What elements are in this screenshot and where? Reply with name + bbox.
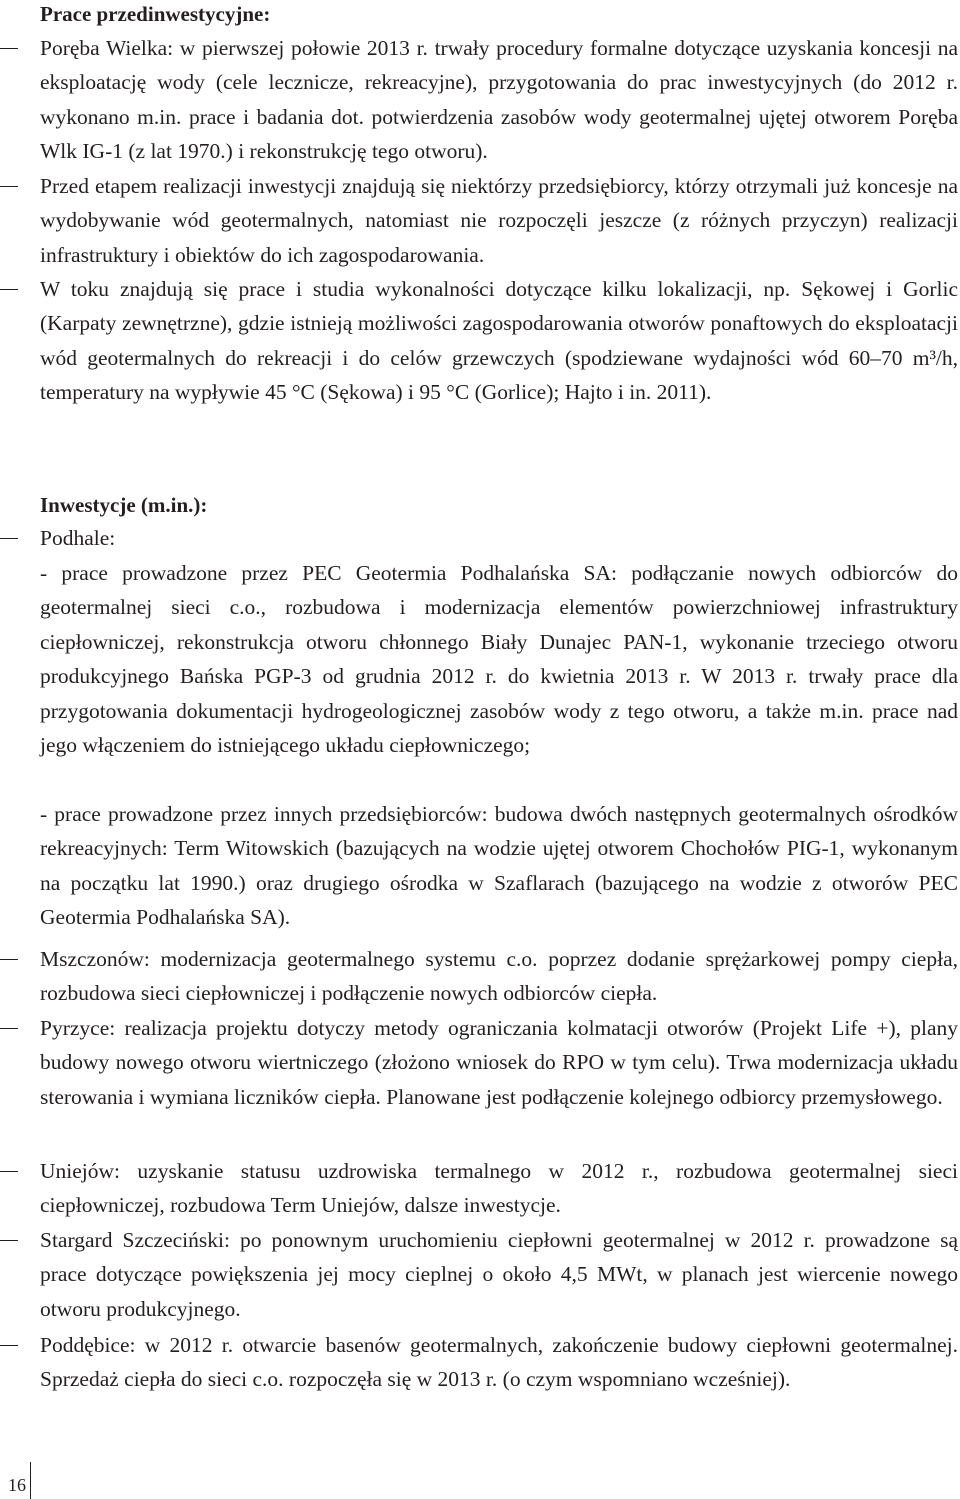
section-heading-preinvestment: Prace przedinwestycyjne:: [40, 2, 271, 26]
list-item-pyrzyce: Pyrzyce: realizacja projektu dotyczy metody ograniczania kolmatacji otworów (Projekt Life +), plany budowy nowego otworu wiertniczego (złożono wniosek do RPO w tym celu). Trwa modernizacja układu sterowania i wymiana liczników ciepła. Planowane jest podłączenie kolejnego odbiorcy przemysłowego.: [40, 1011, 958, 1114]
list-item-w-toku: W toku znajdują się prace i studia wykonalności dotyczące kilku lokalizacji, np. Sękowej i Gorlic (Karpaty zewnętrzne), gdzie istnieją możliwości zagospodarowania otworów ponaftowych do eksploatacji wód geotermalnych do rekreacji i do celów grzewczych (spodziewane wydajności wód 60–70 m³/h, temperatury na wypływie 45 °C (Sękowa) i 95 °C (Gorlice); Hajto i in. 2011).: [40, 272, 958, 410]
list-item-podhale-label: Podhale:: [40, 521, 958, 555]
list-item-przed-etapem: Przed etapem realizacji inwestycji znajdują się niektórzy przedsiębiorcy, którzy otrzymali już koncesje na wydobywanie wód geotermalnych, natomiast nie rozpoczęli jeszcze (z różnych przyczyn) realizacji infrastruktury i obiektów do ich zagospodarowania.: [40, 169, 958, 272]
section-heading-investments: Inwestycje (m.in.):: [40, 493, 208, 517]
page-margin-rule: [30, 1462, 31, 1499]
sub-item-other-entrepreneurs: - prace prowadzone przez innych przedsiębiorców: budowa dwóch następnych geotermalnych ośrodków rekreacyjnych: Term Witowskich (bazujących na wodzie ujętej otworem Chochołów PIG-1, wykonanym na początku lat 1990.) oraz drugiego ośrodka w Szaflarach (bazującego na wodzie z otworów PEC Geotermia Podhalańska SA).: [40, 802, 958, 930]
list-item-mszczonow: Mszczonów: modernizacja geotermalnego systemu c.o. poprzez dodanie sprężarkowej pompy ciepła, rozbudowa sieci ciepłowniczej i podłączenie nowych odbiorców ciepła.: [40, 942, 958, 1011]
sub-item-pec-geotermia: - prace prowadzone przez PEC Geotermia Podhalańska SA: podłączanie nowych odbiorców do geotermalnej sieci c.o., rozbudowa i modernizacja elementów powierzchniowej infrastruktury ciepłowniczej, rekonstrukcja otworu chłonnego Biały Dunajec PAN-1, wykonanie trzeciego otworu produkcyjnego Bańska PGP-3 od grudnia 2012 r. do kwietnia 2013 r. W 2013 r. trwały prace dla przygotowania dokumentacji hydrogeologicznej zasobów wody z tego otworu, a także m.in. prace nad jego włączeniem do istniejącego układu ciepłowniczego;: [40, 561, 958, 758]
list-item-stargard: Stargard Szczeciński: po ponownym uruchomieniu ciepłowni geotermalnej w 2012 r. prowadzone są prace dotyczące powiększenia jej mocy cieplnej o około 4,5 MWt, w planach jest wiercenie nowego otworu produkcyjnego.: [40, 1223, 958, 1326]
list-item-uniejow: Uniejów: uzyskanie statusu uzdrowiska termalnego w 2012 r., rozbudowa geotermalnej sieci ciepłowniczej, rozbudowa Term Uniejów, dalsze inwestycje.: [40, 1154, 958, 1223]
list-item-poreba-wielka: Poręba Wielka: w pierwszej połowie 2013 r. trwały procedury formalne dotyczące uzyskania koncesji na eksploatację wody (cele lecznicze, rekreacyjne), przygotowania do prac inwestycyjnych (do 2012 r. wykonano m.in. prace i badania dot. potwierdzenia zasobów wody geotermalnej ujętej otworem Poręba Wlk IG-1 (z lat 1970.) i rekonstrukcję tego otworu).: [40, 31, 958, 169]
page-number: 16: [8, 1475, 26, 1495]
list-item-poddebice: Poddębice: w 2012 r. otwarcie basenów geotermalnych, zakończenie budowy ciepłowni geotermalnej. Sprzedaż ciepła do sieci c.o. rozpoczęła się w 2013 r. (o czym wspomniano wcześniej).: [40, 1328, 958, 1397]
